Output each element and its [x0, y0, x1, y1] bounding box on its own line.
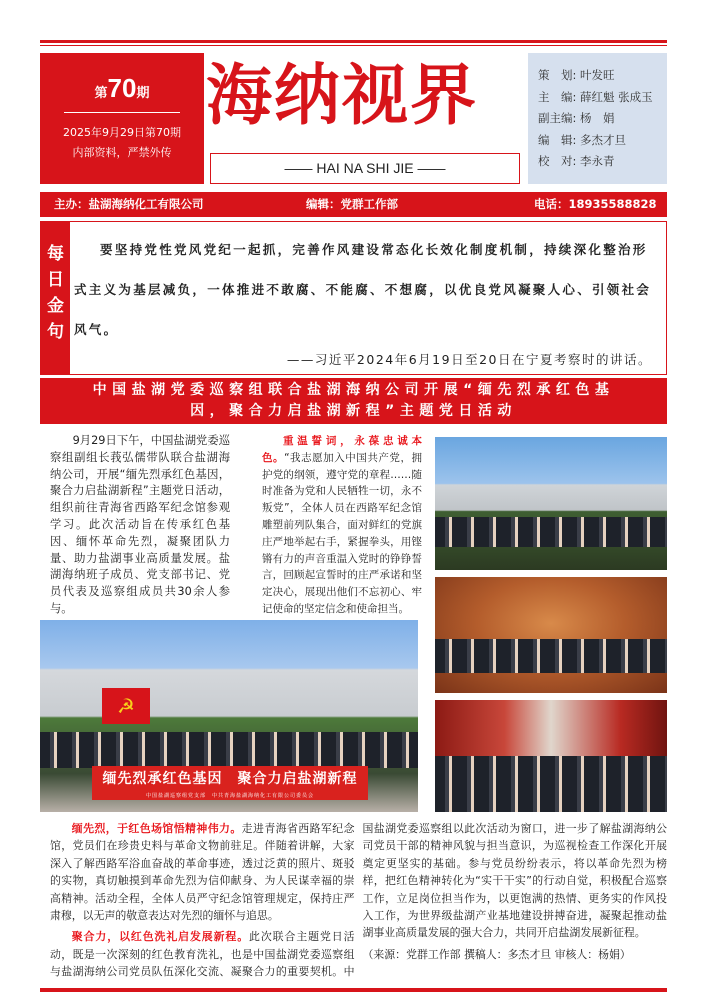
- bottom-rule: [40, 988, 667, 992]
- lead-synergy: 聚合力，以红色洗礼启发展新程。: [71, 930, 250, 944]
- photo-exhibition-room: [435, 700, 667, 812]
- body-oath: “我志愿加入中国共产党，拥护党的纲领，遵守党的章程……随时准备为党和人民牺牲一切，永不叛党”，全体人员在西路军纪念馆雕塑前列队集合，面对鲜红的党旗庄严地举起右手，紧握拳头，用铿锵有力的声音重温入党时的铮铮誓言，回顾起宣誓时的庄严承诺和坚定决心，展现出他们不忘初心、牢记使命的坚定信念和使命担当。: [262, 451, 422, 615]
- paragraph-martyrs: [50, 820, 355, 924]
- issue-prefix: 第: [94, 86, 108, 101]
- info-bar: [40, 192, 667, 217]
- party-flag-icon: ☭: [102, 688, 150, 724]
- photo-exhibit-hall: [435, 577, 667, 693]
- divider: [64, 112, 180, 113]
- newsletter-title: 海纳视界: [206, 57, 478, 134]
- headline-line-1: 中国盐湖党委巡察组联合盐湖海纳公司开展“缅先烈承红色基: [92, 382, 615, 398]
- photo-banner-main: 缅先烈承红色基因 聚合力启盐湖新程: [102, 771, 358, 787]
- photo-banner-sub: 中国盐湖巡察组党支部 中共青海盐湖海纳化工有限公司委员会: [145, 793, 314, 799]
- article-col-1: [50, 433, 230, 618]
- label-char: 每: [47, 244, 64, 264]
- credit-planner: 策 划: 叶发旺: [538, 68, 615, 82]
- credit-editor: 编 辑: 多杰才旦: [538, 132, 627, 147]
- phone: 电话：18935588828: [534, 197, 657, 211]
- lead-martyrs: 缅先烈，于红色场馆悟精神伟力。: [71, 822, 242, 835]
- article-credit: （来源：党群工作部 撰稿人：多杰才旦 审核人：杨娟）: [362, 947, 631, 961]
- daily-quote-box: [40, 221, 667, 375]
- top-rule-thin: [40, 45, 667, 46]
- lead-oath: 重温誓词，永葆忠诚本色。: [262, 435, 422, 464]
- body-martyrs: 走进青海省西路军纪念馆，党员们在珍贵史料与革命文物前驻足。伴随着讲解，大家深入了解西路军浴血奋战的革命事迹，透过泛黄的照片、斑驳的实物，真切触摸到革命先烈为信仰献身、为人民谋幸福的崇高精神。活动全程，全体人员严守纪念馆管理规定，保持庄严肃穆，以无声的敬意表达对先烈的缅怀与追思。: [50, 822, 355, 923]
- label-char: 日: [47, 270, 64, 290]
- quote-text: 要坚持党性党风党纪一起抓，完善作风建设常态化长效化制度机制，持续深化整治形式主义为基层减负，一体推进不敢腐、不能腐、不想腐，以优良党风凝聚人心、引领社会风气。: [74, 242, 652, 337]
- top-rule-thick: [40, 40, 667, 43]
- issue-suffix: 期: [136, 86, 150, 101]
- label-char: 句: [47, 322, 64, 342]
- issue-number: [40, 73, 204, 104]
- confidential-note: 内部资料，严禁外传: [72, 146, 172, 159]
- title-pinyin: —— HAI NA SHI JIE ——: [210, 153, 520, 184]
- sponsor: 主办：盐湖海纳化工有限公司: [54, 197, 204, 211]
- credit-chief-editor: 主 编: 薛红魁 张成玉: [538, 89, 653, 104]
- headline-line-2: 因，聚合力启盐湖新程”主题党日活动: [190, 403, 517, 419]
- body-synergy: 此次联合主题党日活动，既是一次深刻的红色教育洗礼，也是中国盐湖党委巡察组与盐湖海纳公司党员队伍深化交流、凝聚合力的重要契机。中国盐湖党委巡察组以此次活动为窗口，进一步了解盐湖海纳公司党员干部的精神风貌与担当意识，为巡视检查工作深化开展奠定更坚实的基础。参与党员纷纷表示，将以革命先烈为榜样，把红色精神转化为“实干干实”的行动自觉，积极配合巡察工作，立足岗位担当作为，以更饱满的热情、更务实的作风投入工作，为世界级盐湖产业基地建设拼搏奋进，凝聚起推动盐湖事业高质量发展的强大合力，共同开启盐湖发展新征程。: [50, 822, 667, 979]
- photo-banner: [92, 766, 368, 800]
- quote-source: ——习近平2024年6月19日至20日在宁夏考察时的讲话。: [286, 352, 652, 367]
- issue-box: [40, 53, 204, 184]
- credits-box: [528, 53, 667, 184]
- paragraph-oath: [262, 433, 422, 618]
- article-col-2: [262, 433, 422, 618]
- editor-dept: 编辑：党群工作部: [306, 197, 398, 211]
- credit-proofreader: 校 对: 李永青: [538, 154, 615, 168]
- photo-group-banner: [40, 620, 418, 812]
- issue-number-value: 70: [107, 73, 137, 103]
- daily-quote-label: [41, 222, 70, 374]
- photo-memorial-group: [435, 437, 667, 570]
- article-headline: [40, 378, 667, 424]
- label-char: 金: [47, 296, 64, 316]
- credit-deputy-editor: 副主编: 杨 娟: [538, 111, 615, 125]
- issue-date: 2025年9月29日第70期: [63, 126, 181, 139]
- article-bottom-columns: [50, 820, 667, 981]
- paragraph-intro: 9月29日下午，中国盐湖党委巡察组副组长莪弘儒带队联合盐湖海纳公司，开展“缅先烈承红色基因，聚合力启盐湖新程”主题党日活动，组织前往青海省西路军纪念馆参观学习。此次活动旨在传承红色基因、缅怀革命先烈，凝聚团队力量、助力盐湖事业高质量发展。盐湖海纳班子成员、党支部书记、党员代表及巡察组成员共30余人参与。: [50, 434, 230, 615]
